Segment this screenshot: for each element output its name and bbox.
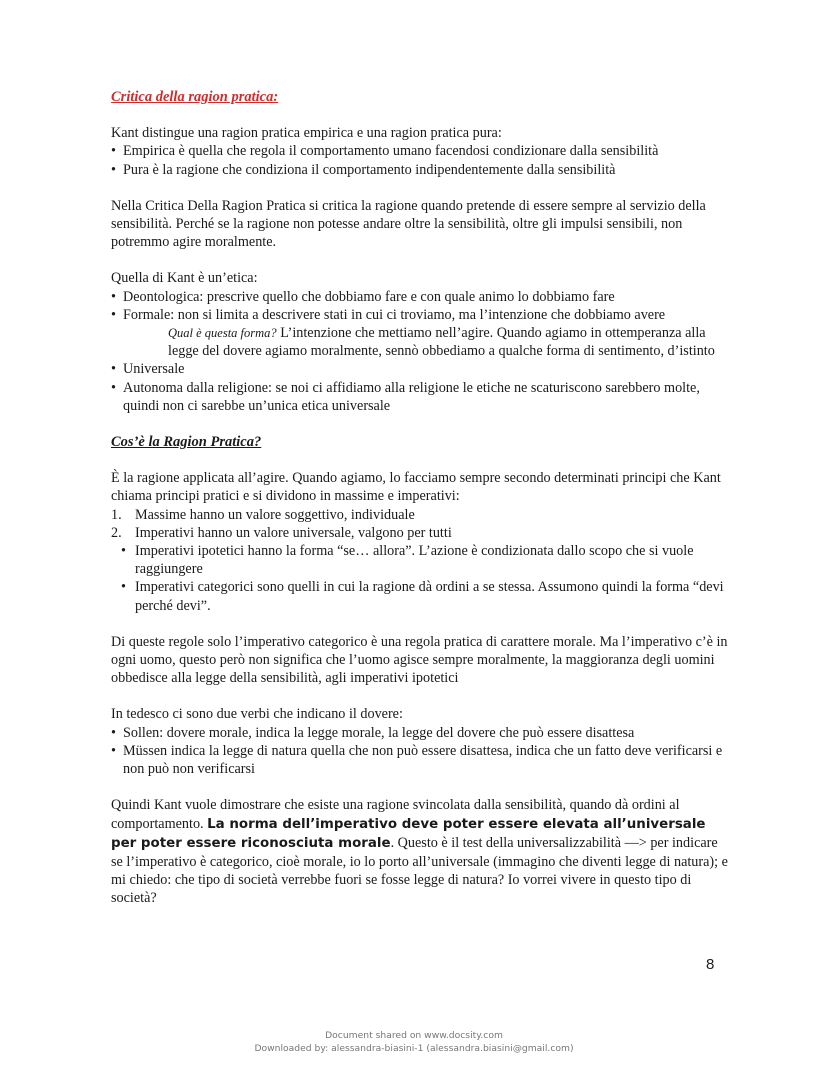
tedesco-block: [111, 705, 731, 778]
list-item: • Universale: [111, 360, 731, 378]
list-number: 2.: [111, 524, 122, 541]
document-body: [111, 88, 731, 908]
list-number: 1.: [111, 506, 122, 523]
list-item: [111, 524, 731, 542]
page-number: 8: [706, 956, 715, 973]
ragion-numbered-list: [111, 506, 731, 542]
intro-lead: Kant distingue una ragion pratica empirica e una ragion pratica pura:: [111, 125, 502, 142]
etica-list: [111, 288, 731, 415]
intro-block: [111, 124, 731, 179]
list-item: • Imperativi categorici sono quelli in cui la ragione dà ordini a se stessa. Assumono quindi la forma “devi perché devi”.: [111, 578, 731, 614]
imperativi-sublist: [111, 542, 731, 615]
list-item: • Deontologica: prescrive quello che dobbiamo fare e con quale animo lo dobbiamo fare: [111, 288, 731, 306]
footer-shared: Document shared on www.docsity.com: [325, 1030, 503, 1041]
paragraph-final: [111, 796, 731, 907]
tedesco-list: [111, 724, 731, 779]
section-title-ragion-pratica: Cos’è la Ragion Pratica?: [111, 434, 262, 451]
formale-continuation: [123, 324, 731, 360]
tedesco-lead: In tedesco ci sono due verbi che indicano il dovere:: [111, 706, 403, 723]
paragraph-critica: Nella Critica Della Ragion Pratica si critica la ragione quando pretende di essere sempre al servizio della sensibilità. Perché se la ragione non potesse andare oltre la sensibilità, oltre gli impulsi sensibili, non potremmo agire moralmente.: [111, 197, 706, 251]
list-item: • Pura è la ragione che condiziona il comportamento indipendentemente dalla sensibilità: [111, 161, 731, 179]
etica-block: [111, 269, 731, 415]
footer: [0, 1030, 828, 1055]
list-item: • Empirica è quella che regola il comportamento umano facendosi condizionare dalla sensibilità: [111, 142, 731, 160]
formale-cont: L’intenzione che mettiamo nell’agire. Quando agiamo in ottemperanza alla legge del dovere agiamo moralmente, sennò obbediamo a qualche forma di sentimento, d’istinto: [168, 325, 715, 360]
formale-question: Qual è questa forma?: [168, 326, 277, 341]
intro-list: [111, 142, 731, 178]
ragion-lead: È la ragione applicata all’agire. Quando agiamo, lo facciamo sempre secondo determinati principi che Kant chiama principi pratici e si dividono in massime e imperativi:: [111, 470, 721, 505]
ragion-block: [111, 469, 731, 615]
imperativi-text: Imperativi hanno un valore universale, valgono per tutti: [135, 524, 452, 541]
footer-downloaded: Downloaded by: alessandra-biasini-1 (alessandra.biasini@gmail.com): [254, 1042, 574, 1054]
final-post: . Questo è il test della universalizzabilità —> per indicare se l’imperativo è categorico, cioè morale, io lo porto all’universale (immagino che diventi legge di natura); e mi chiedo: che tipo di società verrebbe fuori se fosse legge di natura? Io vorrei vivere in questo tipo di società?: [111, 834, 728, 907]
section-title-critica: Critica della ragion pratica:: [111, 89, 279, 105]
final-bold: La norma dell’imperativo deve poter essere elevata all’universale per poter essere riconosciuta morale: [111, 816, 706, 851]
final-pre: Quindi Kant vuole dimostrare che esiste una ragione svincolata dalla sensibilità, quando dà ordini al comportamento.: [111, 797, 680, 832]
list-item: [111, 506, 731, 524]
list-item: • Sollen: dovere morale, indica la legge morale, la legge del dovere che può essere disattesa: [111, 724, 731, 742]
formale-text: Formale: non si limita a descrivere stati in cui ci troviamo, ma l’intenzione che dobbiamo avere: [123, 306, 666, 323]
etica-lead: Quella di Kant è un’etica:: [111, 270, 258, 287]
list-item-formale: [111, 306, 731, 361]
list-item: • Imperativi ipotetici hanno la forma “se… allora”. L’azione è condizionata dallo scopo che si vuole raggiungere: [111, 542, 731, 578]
list-item: • Autonoma dalla religione: se noi ci affidiamo alla religione le etiche ne scaturiscono sarebbero molte, quindi non ci sarebbe un’unica etica universale: [111, 379, 731, 415]
paragraph-regole: Di queste regole solo l’imperativo categorico è una regola pratica di carattere morale. Ma l’imperativo c’è in ogni uomo, questo però non significa che l’uomo agisce sempre moralmente, la maggioranza degli uomini obbedisce alla legge della sensibilità, agli imperativi ipotetici: [111, 633, 728, 687]
list-item: • Müssen indica la legge di natura quella che non può essere disattesa, indica che un fatto deve verificarsi e non può non verificarsi: [111, 742, 731, 778]
massime-text: Massime hanno un valore soggettivo, individuale: [135, 506, 415, 523]
